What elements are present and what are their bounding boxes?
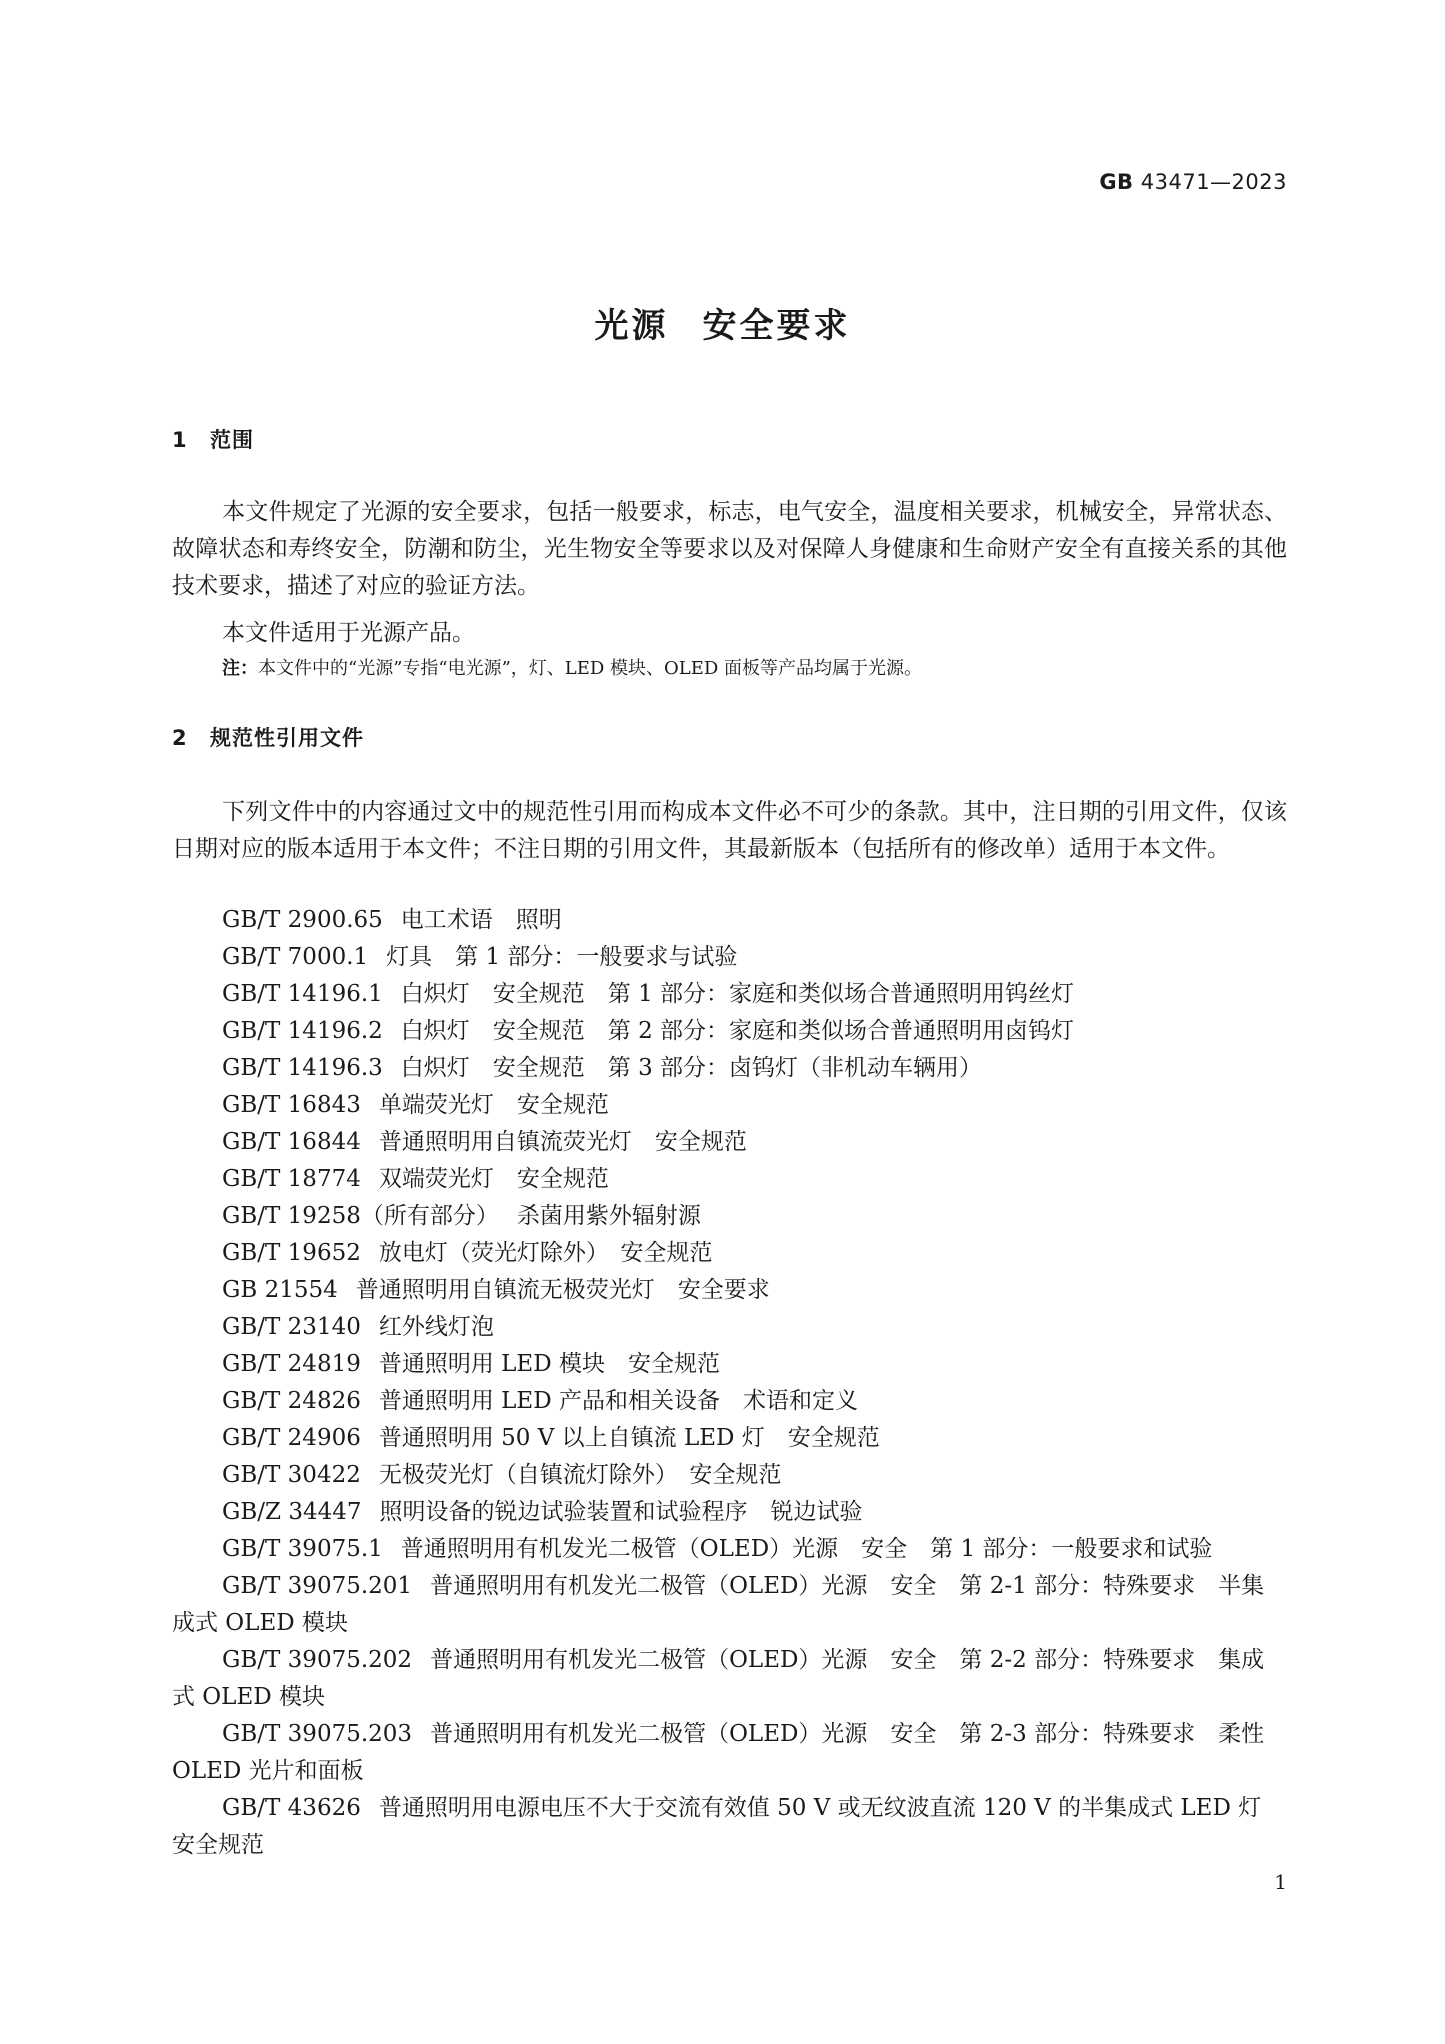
page-number: 1 <box>1274 1870 1287 1894</box>
reference-title: 杀菌用紫外辐射源 <box>516 1203 701 1229</box>
reference-title: 普通照明用 LED 产品和相关设备 术语和定义 <box>378 1388 858 1414</box>
reference-item <box>172 939 1287 976</box>
reference-title: 普通照明用有机发光二极管（OLED）光源 安全 第 1 部分：一般要求和试验 <box>400 1536 1213 1562</box>
reference-title: 无极荧光灯（自镇流灯除外） 安全规范 <box>378 1462 782 1488</box>
references-intro <box>172 794 1287 868</box>
reference-code: GB/Z 34447 <box>222 1499 362 1525</box>
note-label: 注： <box>222 658 258 679</box>
reference-title: 普通照明用有机发光二极管（OLED）光源 安全 第 2-1 部分：特殊要求 半集成式 OLED 模块 <box>172 1573 1265 1636</box>
reference-item <box>172 976 1287 1013</box>
reference-item <box>172 1198 1287 1235</box>
reference-title: 普通照明用电源电压不大于交流有效值 50 V 或无纹波直流 120 V 的半集成式 LED 灯 安全规范 <box>172 1795 1285 1858</box>
scope-paragraph <box>172 494 1287 605</box>
reference-item <box>172 1235 1287 1272</box>
reference-item <box>172 1642 1287 1716</box>
reference-code: GB/T 16844 <box>222 1129 361 1155</box>
scope-text: 本文件规定了光源的安全要求，包括一般要求，标志，电气安全，温度相关要求，机械安全，异常状态、故障状态和寿终安全，防潮和防尘，光生物安全等要求以及对保障人身健康和生命财产安全有直接关系的其他技术要求，描述了对应的验证方法。 <box>172 499 1287 599</box>
standard-number <box>1099 170 1287 194</box>
reference-item <box>172 1124 1287 1161</box>
reference-code: GB/T 19258（所有部分） <box>222 1203 499 1229</box>
reference-item <box>172 1568 1287 1642</box>
section-title: 范围 <box>210 428 254 452</box>
scope-applicability: 本文件适用于光源产品。 <box>222 620 475 646</box>
reference-title: 双端荧光灯 安全规范 <box>378 1166 609 1192</box>
note-text: 本文件中的“光源”专指“电光源”，灯、LED 模块、OLED 面板等产品均属于光源。 <box>258 658 923 679</box>
reference-item <box>172 1790 1287 1864</box>
reference-title: 白炽灯 安全规范 第 1 部分：家庭和类似场合普通照明用钨丝灯 <box>400 981 1075 1007</box>
reference-title: 普通照明用自镇流荧光灯 安全规范 <box>378 1129 747 1155</box>
reference-code: GB/T 14196.1 <box>222 981 383 1007</box>
title-part-2: 安全要求 <box>702 306 851 346</box>
reference-item <box>172 1309 1287 1346</box>
reference-title: 普通照明用 50 V 以上自镇流 LED 灯 安全规范 <box>378 1425 880 1451</box>
reference-title: 普通照明用自镇流无极荧光灯 安全要求 <box>355 1277 770 1303</box>
section-number: 1 <box>172 428 188 452</box>
reference-code: GB/T 39075.201 <box>222 1573 413 1599</box>
reference-code: GB/T 2900.65 <box>222 907 383 933</box>
reference-code: GB/T 39075.1 <box>222 1536 383 1562</box>
reference-title: 普通照明用有机发光二极管（OLED）光源 安全 第 2-2 部分：特殊要求 集成式 OLED 模块 <box>172 1647 1265 1710</box>
reference-code: GB/T 14196.2 <box>222 1018 383 1044</box>
title-part-1: 光源 <box>594 306 669 346</box>
document-title <box>0 298 1445 347</box>
section-title: 规范性引用文件 <box>210 726 364 750</box>
reference-item <box>172 1531 1287 1568</box>
reference-title: 电工术语 照明 <box>400 907 562 933</box>
reference-item <box>172 1716 1287 1790</box>
references-intro-text: 下列文件中的内容通过文中的规范性引用而构成本文件必不可少的条款。其中，注日期的引用文件，仅该日期对应的版本适用于本文件；不注日期的引用文件，其最新版本（包括所有的修改单）适用于本文件。 <box>172 799 1287 862</box>
reference-code: GB/T 43626 <box>222 1795 361 1821</box>
reference-title: 照明设备的锐边试验装置和试验程序 锐边试验 <box>379 1499 863 1525</box>
standard-prefix: GB <box>1099 170 1134 194</box>
reference-title: 白炽灯 安全规范 第 3 部分：卤钨灯（非机动车辆用） <box>400 1055 983 1081</box>
reference-code: GB/T 7000.1 <box>222 944 369 970</box>
reference-item <box>172 1272 1287 1309</box>
section-2-heading <box>172 722 364 752</box>
reference-item <box>172 1494 1287 1531</box>
reference-item <box>172 1457 1287 1494</box>
reference-title: 单端荧光灯 安全规范 <box>378 1092 609 1118</box>
reference-item <box>172 1013 1287 1050</box>
scope-note <box>222 654 922 680</box>
reference-item <box>172 1087 1287 1124</box>
reference-title: 白炽灯 安全规范 第 2 部分：家庭和类似场合普通照明用卤钨灯 <box>400 1018 1075 1044</box>
reference-item <box>172 902 1287 939</box>
reference-title: 放电灯（荧光灯除外） 安全规范 <box>378 1240 713 1266</box>
reference-code: GB/T 19652 <box>222 1240 361 1266</box>
reference-code: GB/T 24906 <box>222 1425 361 1451</box>
reference-code: GB/T 14196.3 <box>222 1055 383 1081</box>
reference-code: GB/T 18774 <box>222 1166 361 1192</box>
reference-item <box>172 1383 1287 1420</box>
reference-code: GB/T 23140 <box>222 1314 361 1340</box>
reference-code: GB/T 30422 <box>222 1462 361 1488</box>
standard-code: 43471—2023 <box>1140 170 1287 194</box>
reference-code: GB/T 24826 <box>222 1388 361 1414</box>
section-1-heading <box>172 424 254 454</box>
reference-item <box>172 1161 1287 1198</box>
reference-code: GB/T 39075.203 <box>222 1721 413 1747</box>
reference-title: 灯具 第 1 部分：一般要求与试验 <box>386 944 738 970</box>
reference-code: GB/T 24819 <box>222 1351 361 1377</box>
reference-item <box>172 1420 1287 1457</box>
reference-title: 普通照明用有机发光二极管（OLED）光源 安全 第 2-3 部分：特殊要求 柔性 OLED 光片和面板 <box>172 1721 1265 1784</box>
section-number: 2 <box>172 726 188 750</box>
reference-item <box>172 1346 1287 1383</box>
reference-title: 红外线灯泡 <box>378 1314 494 1340</box>
reference-code: GB/T 16843 <box>222 1092 361 1118</box>
reference-item <box>172 1050 1287 1087</box>
reference-code: GB/T 39075.202 <box>222 1647 413 1673</box>
reference-title: 普通照明用 LED 模块 安全规范 <box>378 1351 720 1377</box>
reference-code: GB 21554 <box>222 1277 338 1303</box>
